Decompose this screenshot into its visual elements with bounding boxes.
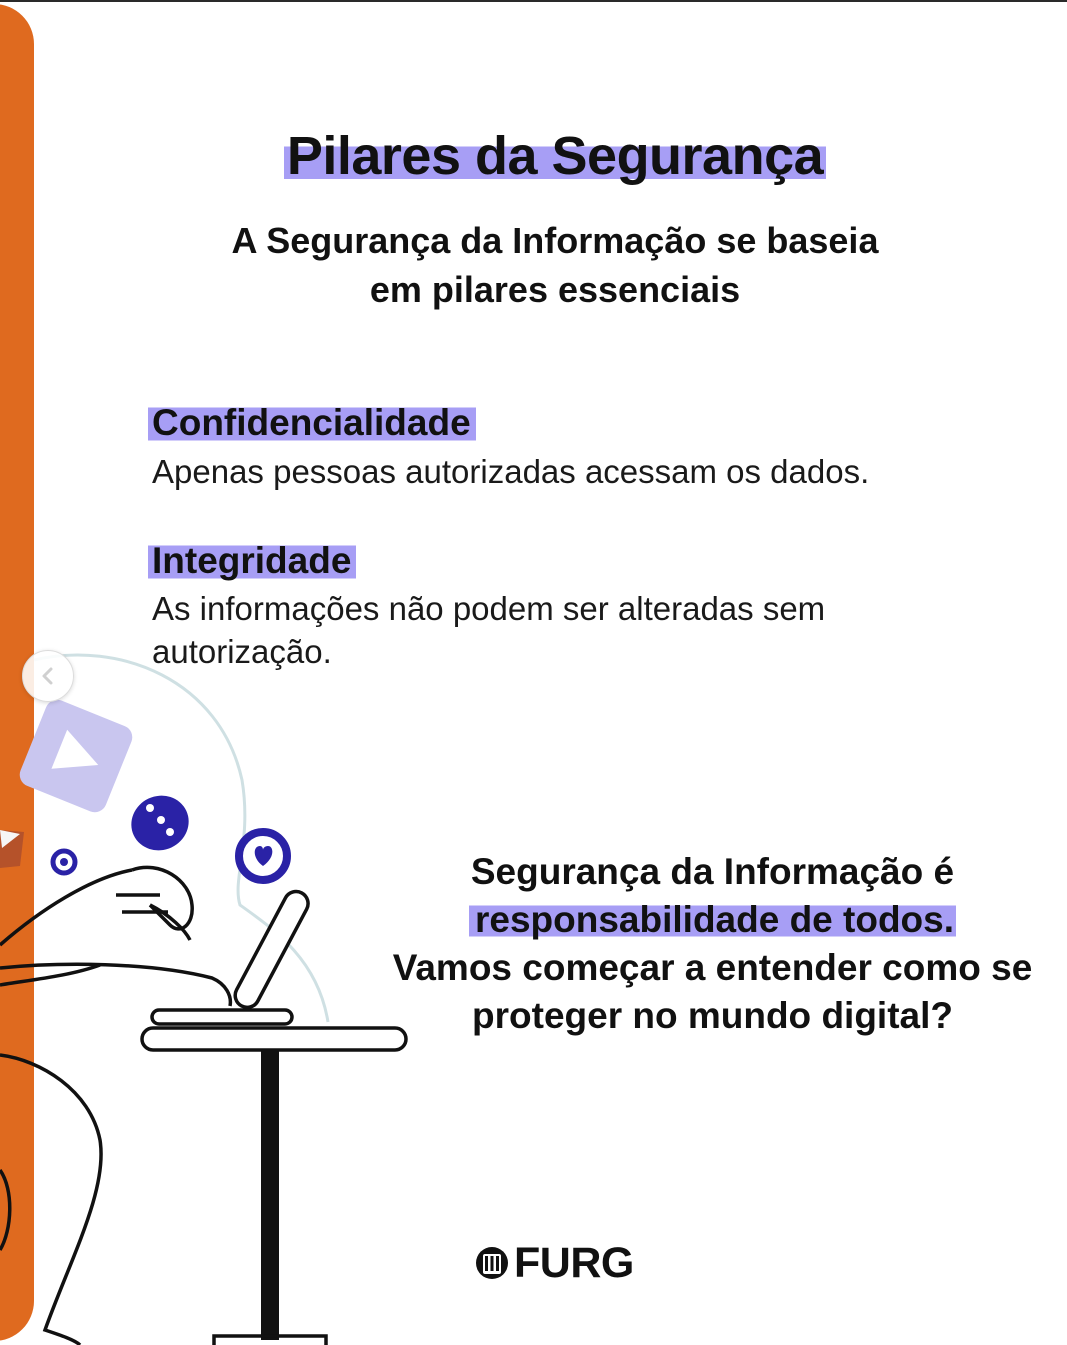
notification-dot-icon xyxy=(53,851,75,873)
subtitle-line-1: A Segurança da Informação se baseia xyxy=(231,220,879,261)
closing-message xyxy=(380,848,1045,1040)
page-title-text: Pilares da Segurança xyxy=(284,126,826,186)
pillar-description-line-1: As informações não podem ser alteradas sem xyxy=(152,590,826,627)
furg-logo xyxy=(474,1238,634,1288)
pillar-description-line-2: autorização. xyxy=(152,633,332,670)
page-title xyxy=(0,124,1067,188)
closing-line-1: Segurança da Informação é xyxy=(470,851,955,892)
pillar-title-text: Confidencialidade xyxy=(148,402,476,443)
pillar-title-integridade xyxy=(148,538,356,584)
chevron-left-icon xyxy=(37,665,59,687)
play-icon xyxy=(16,696,136,816)
heart-icon xyxy=(239,832,287,880)
previous-slide-button[interactable] xyxy=(22,650,74,702)
furg-emblem-icon xyxy=(474,1245,510,1281)
chat-bubble-icon xyxy=(122,786,197,859)
pillar-description-confidencialidade: Apenas pessoas autorizadas acessam os dados. xyxy=(152,453,870,490)
closing-line-3: Vamos começar a entender como se xyxy=(392,947,1033,988)
page-subtitle xyxy=(200,216,910,314)
subtitle-line-2: em pilares essenciais xyxy=(369,269,741,310)
pillar-description-integridade xyxy=(152,587,952,673)
closing-line-4: proteger no mundo digital? xyxy=(472,995,953,1036)
logo-text: FURG xyxy=(514,1238,634,1287)
closing-highlight: responsabilidade de todos. xyxy=(469,899,956,940)
pillar-title-text: Integridade xyxy=(148,540,356,581)
pillar-title-confidencialidade xyxy=(148,400,476,446)
closing-line-2 xyxy=(380,896,1045,944)
